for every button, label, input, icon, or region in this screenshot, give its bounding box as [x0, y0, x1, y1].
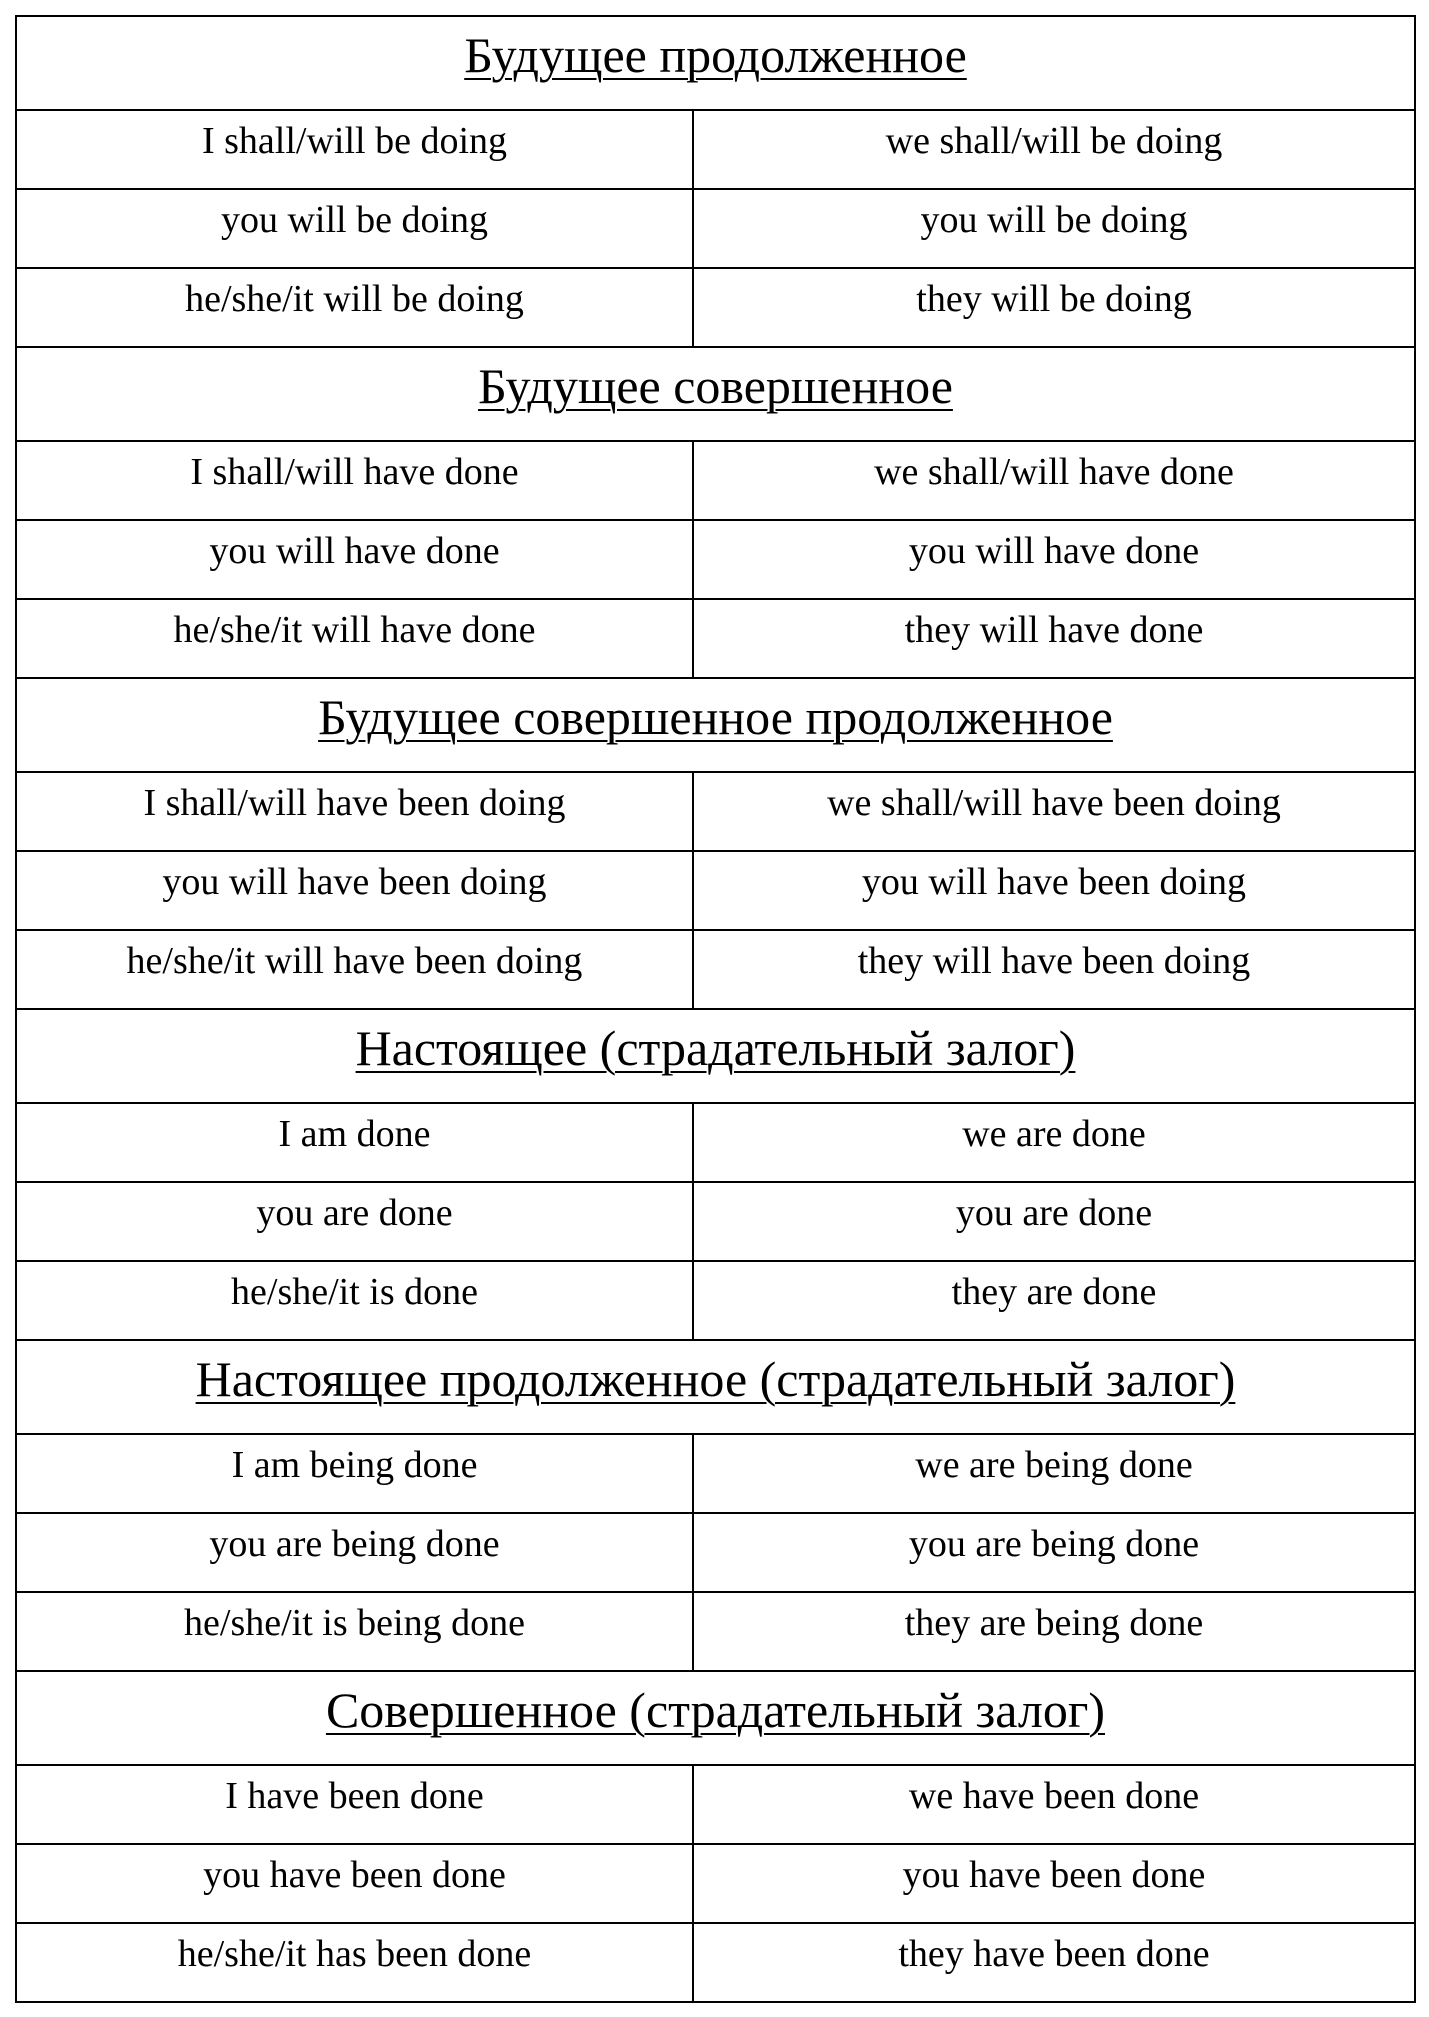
- table-row: [16, 520, 1415, 599]
- table-row: [16, 189, 1415, 268]
- table-row: [16, 772, 1415, 851]
- plural-form: they are being done: [904, 1602, 1204, 1644]
- plural-form: you will have been doing: [861, 861, 1247, 903]
- table-row: [16, 930, 1415, 1009]
- plural-cell: [693, 1844, 1415, 1923]
- plural-form: you will have done: [908, 530, 1200, 572]
- plural-form: we are done: [962, 1113, 1146, 1155]
- plural-cell: [693, 772, 1415, 851]
- section-title-row: [16, 678, 1415, 772]
- section-title-row: [16, 347, 1415, 441]
- section-title: Будущее совершенное: [478, 358, 953, 414]
- singular-cell: [16, 599, 693, 678]
- plural-cell: [693, 1592, 1415, 1671]
- section-title-cell: [16, 347, 1415, 441]
- singular-cell: [16, 1923, 693, 2002]
- table-row: [16, 1103, 1415, 1182]
- plural-cell: [693, 268, 1415, 347]
- singular-cell: [16, 1513, 693, 1592]
- plural-form: they will have been doing: [857, 940, 1251, 982]
- section-title-cell: [16, 678, 1415, 772]
- singular-cell: [16, 1103, 693, 1182]
- table-row: [16, 1844, 1415, 1923]
- section-title: Будущее продолженное: [464, 27, 967, 83]
- section-title-row: [16, 1671, 1415, 1765]
- plural-cell: [693, 441, 1415, 520]
- plural-form: they will have done: [904, 609, 1204, 651]
- singular-form: I shall/will have done: [190, 451, 519, 493]
- table-row: [16, 1182, 1415, 1261]
- table-row: [16, 110, 1415, 189]
- plural-cell: [693, 1513, 1415, 1592]
- singular-cell: [16, 1182, 693, 1261]
- singular-form: you have been done: [203, 1854, 506, 1896]
- plural-cell: [693, 1182, 1415, 1261]
- singular-cell: [16, 1434, 693, 1513]
- singular-cell: [16, 441, 693, 520]
- singular-form: I shall/will be doing: [201, 120, 508, 162]
- table-row: [16, 1261, 1415, 1340]
- singular-form: he/she/it is being done: [184, 1602, 525, 1644]
- conjugation-table: [15, 15, 1416, 2003]
- singular-form: I have been done: [225, 1775, 484, 1817]
- singular-cell: [16, 1261, 693, 1340]
- table-row: [16, 851, 1415, 930]
- section-title: Совершенное (страдательный залог): [325, 1682, 1106, 1738]
- plural-form: we shall/will be doing: [885, 120, 1223, 162]
- singular-cell: [16, 930, 693, 1009]
- singular-form: you are done: [256, 1192, 453, 1234]
- singular-cell: [16, 772, 693, 851]
- plural-form: we shall/will have done: [874, 451, 1234, 493]
- plural-cell: [693, 110, 1415, 189]
- plural-form: we have been done: [908, 1775, 1200, 1817]
- section-title: Будущее совершенное продолженное: [318, 689, 1113, 745]
- singular-form: you will have been doing: [162, 861, 547, 903]
- singular-form: I shall/will have been doing: [143, 782, 566, 824]
- plural-cell: [693, 1923, 1415, 2002]
- plural-cell: [693, 851, 1415, 930]
- table-row: [16, 1592, 1415, 1671]
- singular-form: he/she/it is done: [231, 1271, 478, 1313]
- section-title-row: [16, 16, 1415, 110]
- table-row: [16, 1923, 1415, 2002]
- singular-form: he/she/it has been done: [177, 1933, 532, 1975]
- plural-cell: [693, 520, 1415, 599]
- plural-cell: [693, 1261, 1415, 1340]
- section-title: Настоящее (страдательный залог): [355, 1020, 1076, 1076]
- plural-cell: [693, 930, 1415, 1009]
- singular-cell: [16, 1592, 693, 1671]
- plural-cell: [693, 1103, 1415, 1182]
- plural-form: they are done: [951, 1271, 1157, 1313]
- section-title: Настоящее продолженное (страдательный залог): [195, 1351, 1236, 1407]
- singular-form: he/she/it will have done: [173, 609, 536, 651]
- plural-cell: [693, 189, 1415, 268]
- singular-cell: [16, 110, 693, 189]
- section-title-row: [16, 1340, 1415, 1434]
- plural-form: you are done: [955, 1192, 1153, 1234]
- singular-form: he/she/it will have been doing: [126, 940, 583, 982]
- singular-cell: [16, 268, 693, 347]
- singular-form: you will have done: [209, 530, 500, 572]
- table-row: [16, 441, 1415, 520]
- singular-cell: [16, 189, 693, 268]
- singular-form: you will be doing: [220, 199, 489, 241]
- section-title-cell: [16, 1671, 1415, 1765]
- section-title-cell: [16, 16, 1415, 110]
- section-title-cell: [16, 1009, 1415, 1103]
- singular-form: I am being done: [231, 1444, 478, 1486]
- section-title-row: [16, 1009, 1415, 1103]
- plural-form: you are being done: [908, 1523, 1200, 1565]
- plural-form: we shall/will have been doing: [827, 782, 1281, 824]
- table-row: [16, 599, 1415, 678]
- plural-form: they will be doing: [916, 278, 1192, 320]
- singular-cell: [16, 520, 693, 599]
- plural-form: you have been done: [902, 1854, 1206, 1896]
- singular-form: he/she/it will be doing: [185, 278, 524, 320]
- plural-cell: [693, 1765, 1415, 1844]
- singular-cell: [16, 1844, 693, 1923]
- section-title-cell: [16, 1340, 1415, 1434]
- table-row: [16, 268, 1415, 347]
- singular-cell: [16, 851, 693, 930]
- plural-form: you will be doing: [920, 199, 1188, 241]
- plural-form: we are being done: [915, 1444, 1193, 1486]
- plural-form: they have been done: [898, 1933, 1210, 1975]
- table-row: [16, 1434, 1415, 1513]
- table-row: [16, 1765, 1415, 1844]
- singular-form: I am done: [278, 1113, 431, 1155]
- singular-form: you are being done: [209, 1523, 500, 1565]
- table-row: [16, 1513, 1415, 1592]
- singular-cell: [16, 1765, 693, 1844]
- plural-cell: [693, 599, 1415, 678]
- plural-cell: [693, 1434, 1415, 1513]
